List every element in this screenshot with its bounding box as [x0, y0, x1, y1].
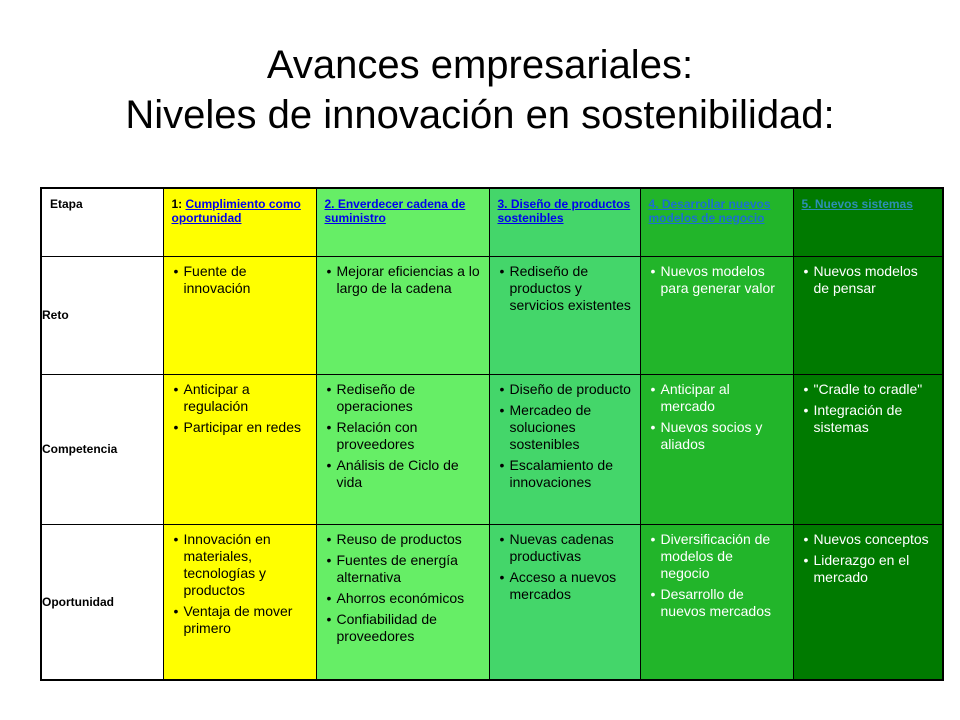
row-competencia [41, 374, 943, 524]
stage-link-2[interactable]: 2. Enverdecer cadena de suministro [324, 197, 466, 225]
bullet-item: • Mejorar eficiencias a lo largo de la cadena [327, 263, 481, 297]
corner-label: Etapa [50, 197, 83, 211]
bullet-list [794, 257, 943, 297]
stage-link-1[interactable]: Cumplimiento como oportunidad [171, 197, 301, 225]
slide-title [0, 40, 960, 140]
stage-link-3[interactable]: 3. Diseño de productos sostenibles [497, 197, 631, 225]
bullet-list [164, 375, 316, 436]
table-cell [316, 374, 489, 524]
bullet-item: • Innovación en materiales, tecnologías y productos [174, 531, 308, 599]
row-reto [41, 256, 943, 374]
bullet-list [317, 257, 489, 297]
bullet-item: • Análisis de Ciclo de vida [327, 457, 481, 491]
bullet-item: • Relación con proveedores [327, 419, 481, 453]
bullet-list [490, 525, 640, 603]
stage-header-5 [793, 188, 943, 256]
bullet-item: • "Cradle to cradle" [804, 381, 935, 398]
table-cell [316, 524, 489, 680]
header-row [41, 188, 943, 256]
bullet-item: • Rediseño de productos y servicios existentes [500, 263, 632, 314]
bullet-item: • Nuevos conceptos [804, 531, 935, 548]
bullet-item: • Confiabilidad de proveedores [327, 611, 481, 645]
bullet-item: • Ventaja de mover primero [174, 603, 308, 637]
stage-link-5[interactable]: 5. Nuevos sistemas [801, 197, 913, 211]
table-cell [640, 524, 793, 680]
bullet-item: • Nuevas cadenas productivas [500, 531, 632, 565]
table-cell [163, 374, 316, 524]
bullet-item: • Diversificación de modelos de negocio [651, 531, 785, 582]
row-label: Reto [41, 256, 163, 374]
bullet-list [641, 257, 793, 297]
bullet-item: • Nuevos modelos de pensar [804, 263, 935, 297]
row-label: Competencia [41, 374, 163, 524]
bullet-item: • Reuso de productos [327, 531, 481, 548]
table-cell [793, 524, 943, 680]
bullet-item: • Ahorros económicos [327, 590, 481, 607]
stage-link-4[interactable]: 4. Desarrollar nuevos modelos de negocio [648, 197, 771, 225]
bullet-item: • Fuente de innovación [174, 263, 308, 297]
bullet-item: • Rediseño de operaciones [327, 381, 481, 415]
table-cell [489, 256, 640, 374]
bullet-list [641, 375, 793, 453]
row-oportunidad [41, 524, 943, 680]
stage-header-1 [163, 188, 316, 256]
bullet-list [794, 375, 943, 436]
bullet-list [794, 525, 943, 586]
table-cell [163, 524, 316, 680]
bullet-item: • Anticipar al mercado [651, 381, 785, 415]
bullet-list [317, 375, 489, 491]
table-cell [163, 256, 316, 374]
bullet-item: • Nuevos socios y aliados [651, 419, 785, 453]
bullet-item: • Desarrollo de nuevos mercados [651, 586, 785, 620]
table-cell [640, 256, 793, 374]
bullet-item: • Escalamiento de innovaciones [500, 457, 632, 491]
bullet-list [641, 525, 793, 620]
stage-number: 1: [171, 197, 186, 211]
corner-cell [41, 188, 163, 256]
stage-header-2 [316, 188, 489, 256]
bullet-item: • Nuevos modelos para generar valor [651, 263, 785, 297]
innovation-levels-table [40, 187, 944, 681]
bullet-item: • Liderazgo en el mercado [804, 552, 935, 586]
bullet-item: • Participar en redes [174, 419, 308, 436]
bullet-list [164, 525, 316, 637]
table-cell [489, 524, 640, 680]
bullet-item: • Acceso a nuevos mercados [500, 569, 632, 603]
table-cell [316, 256, 489, 374]
stage-header-4 [640, 188, 793, 256]
row-label: Oportunidad [41, 524, 163, 680]
stage-header-3 [489, 188, 640, 256]
bullet-item: • Integración de sistemas [804, 402, 935, 436]
bullet-list [317, 525, 489, 645]
bullet-list [490, 375, 640, 491]
bullet-item: • Diseño de producto [500, 381, 632, 398]
table-cell [793, 256, 943, 374]
bullet-item: • Fuentes de energía alternativa [327, 552, 481, 586]
table-cell [489, 374, 640, 524]
table-cell [640, 374, 793, 524]
table-cell [793, 374, 943, 524]
title-line-2: Niveles de innovación en sostenibilidad: [125, 93, 835, 137]
bullet-list [164, 257, 316, 297]
bullet-item: • Mercadeo de soluciones sostenibles [500, 402, 632, 453]
bullet-item: • Anticipar a regulación [174, 381, 308, 415]
bullet-list [490, 257, 640, 314]
title-line-1: Avances empresariales: [266, 43, 694, 87]
